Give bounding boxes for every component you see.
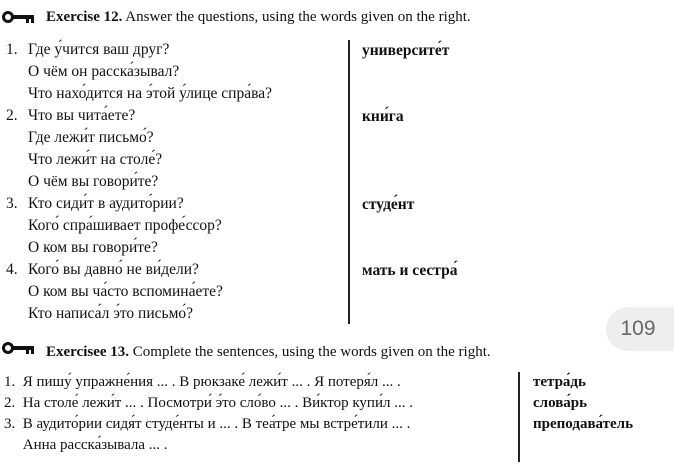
question-group-4	[6, 259, 223, 325]
column-divider	[348, 40, 350, 324]
page-number-badge: 109	[606, 307, 674, 351]
word-notebook: тетра́дь	[533, 374, 586, 390]
exercise-12-number: Exercise 12.	[46, 9, 123, 25]
question-line: Кого́ спра́шивает профе́ссор?	[28, 217, 222, 234]
sentence-list	[4, 372, 413, 456]
question-line: 4. Кого́ вы давно́ не ви́дели?	[6, 259, 223, 281]
word-book: кни́га	[362, 108, 404, 125]
word-university: университе́т	[362, 42, 450, 59]
question-line: 3. Кто сиди́т в аудито́рии?	[6, 193, 222, 215]
word-list	[533, 372, 633, 435]
question-number: 2.	[6, 107, 18, 124]
key-icon	[2, 341, 36, 355]
question-line: Кто написа́л э́то письмо́?	[28, 305, 194, 322]
sentence-line: 3. В аудито́рии сидя́т студе́нты и ... . В теа́тре мы встре́тили ... .	[4, 416, 411, 432]
question-line: О ком вы говори́те?	[28, 239, 158, 256]
question-number: 1.	[6, 41, 18, 58]
word-student: студе́нт	[362, 196, 415, 213]
exercise-13-number: Exercisee 13.	[46, 344, 130, 360]
question-line: Где лежи́т письмо́?	[28, 129, 154, 146]
question-line: О чём он расска́зывал?	[28, 63, 180, 80]
exercise-13-instruction: Complete the sentences, using the words given on the right.	[129, 344, 491, 360]
question-line: О ком вы ча́сто вспомина́ете?	[28, 283, 223, 300]
exercise-12-instruction: Answer the questions, using the words given on the right.	[122, 9, 471, 25]
exercise-13-title	[46, 344, 491, 361]
word-teacher: преподава́тель	[533, 416, 634, 432]
word-dictionary: слова́рь	[533, 395, 588, 411]
question-line: Что лежи́т на столе́?	[28, 151, 163, 168]
question-number: 4.	[6, 261, 18, 278]
word-mother-and-sister: мать и сестра́	[362, 262, 458, 279]
question-number: 3.	[6, 195, 18, 212]
question-group-2	[6, 105, 162, 193]
exercise-12-title	[46, 9, 471, 26]
sentence-line: 2. На столе́ лежи́т ... . Посмотри́ э́то сло́во ... . Ви́ктор купи́л ... .	[4, 395, 413, 411]
question-group-3	[6, 193, 222, 259]
column-divider	[518, 372, 520, 462]
question-line: О чём вы говори́те?	[28, 173, 159, 190]
sentence-line: 1. Я пишу́ упражне́ния ... . В рюкзаке́ лежи́т ... . Я потеря́л ... .	[4, 374, 401, 390]
question-group-1	[6, 39, 272, 105]
question-line: Что нахо́дится на э́той у́лице спра́ва?	[28, 85, 272, 102]
question-line: 1. Где у́чится ваш друг?	[6, 39, 272, 61]
sentence-line: Анна расска́зывала ... .	[4, 437, 168, 453]
key-icon	[2, 10, 36, 24]
question-line: 2. Что вы чита́ете?	[6, 105, 162, 127]
